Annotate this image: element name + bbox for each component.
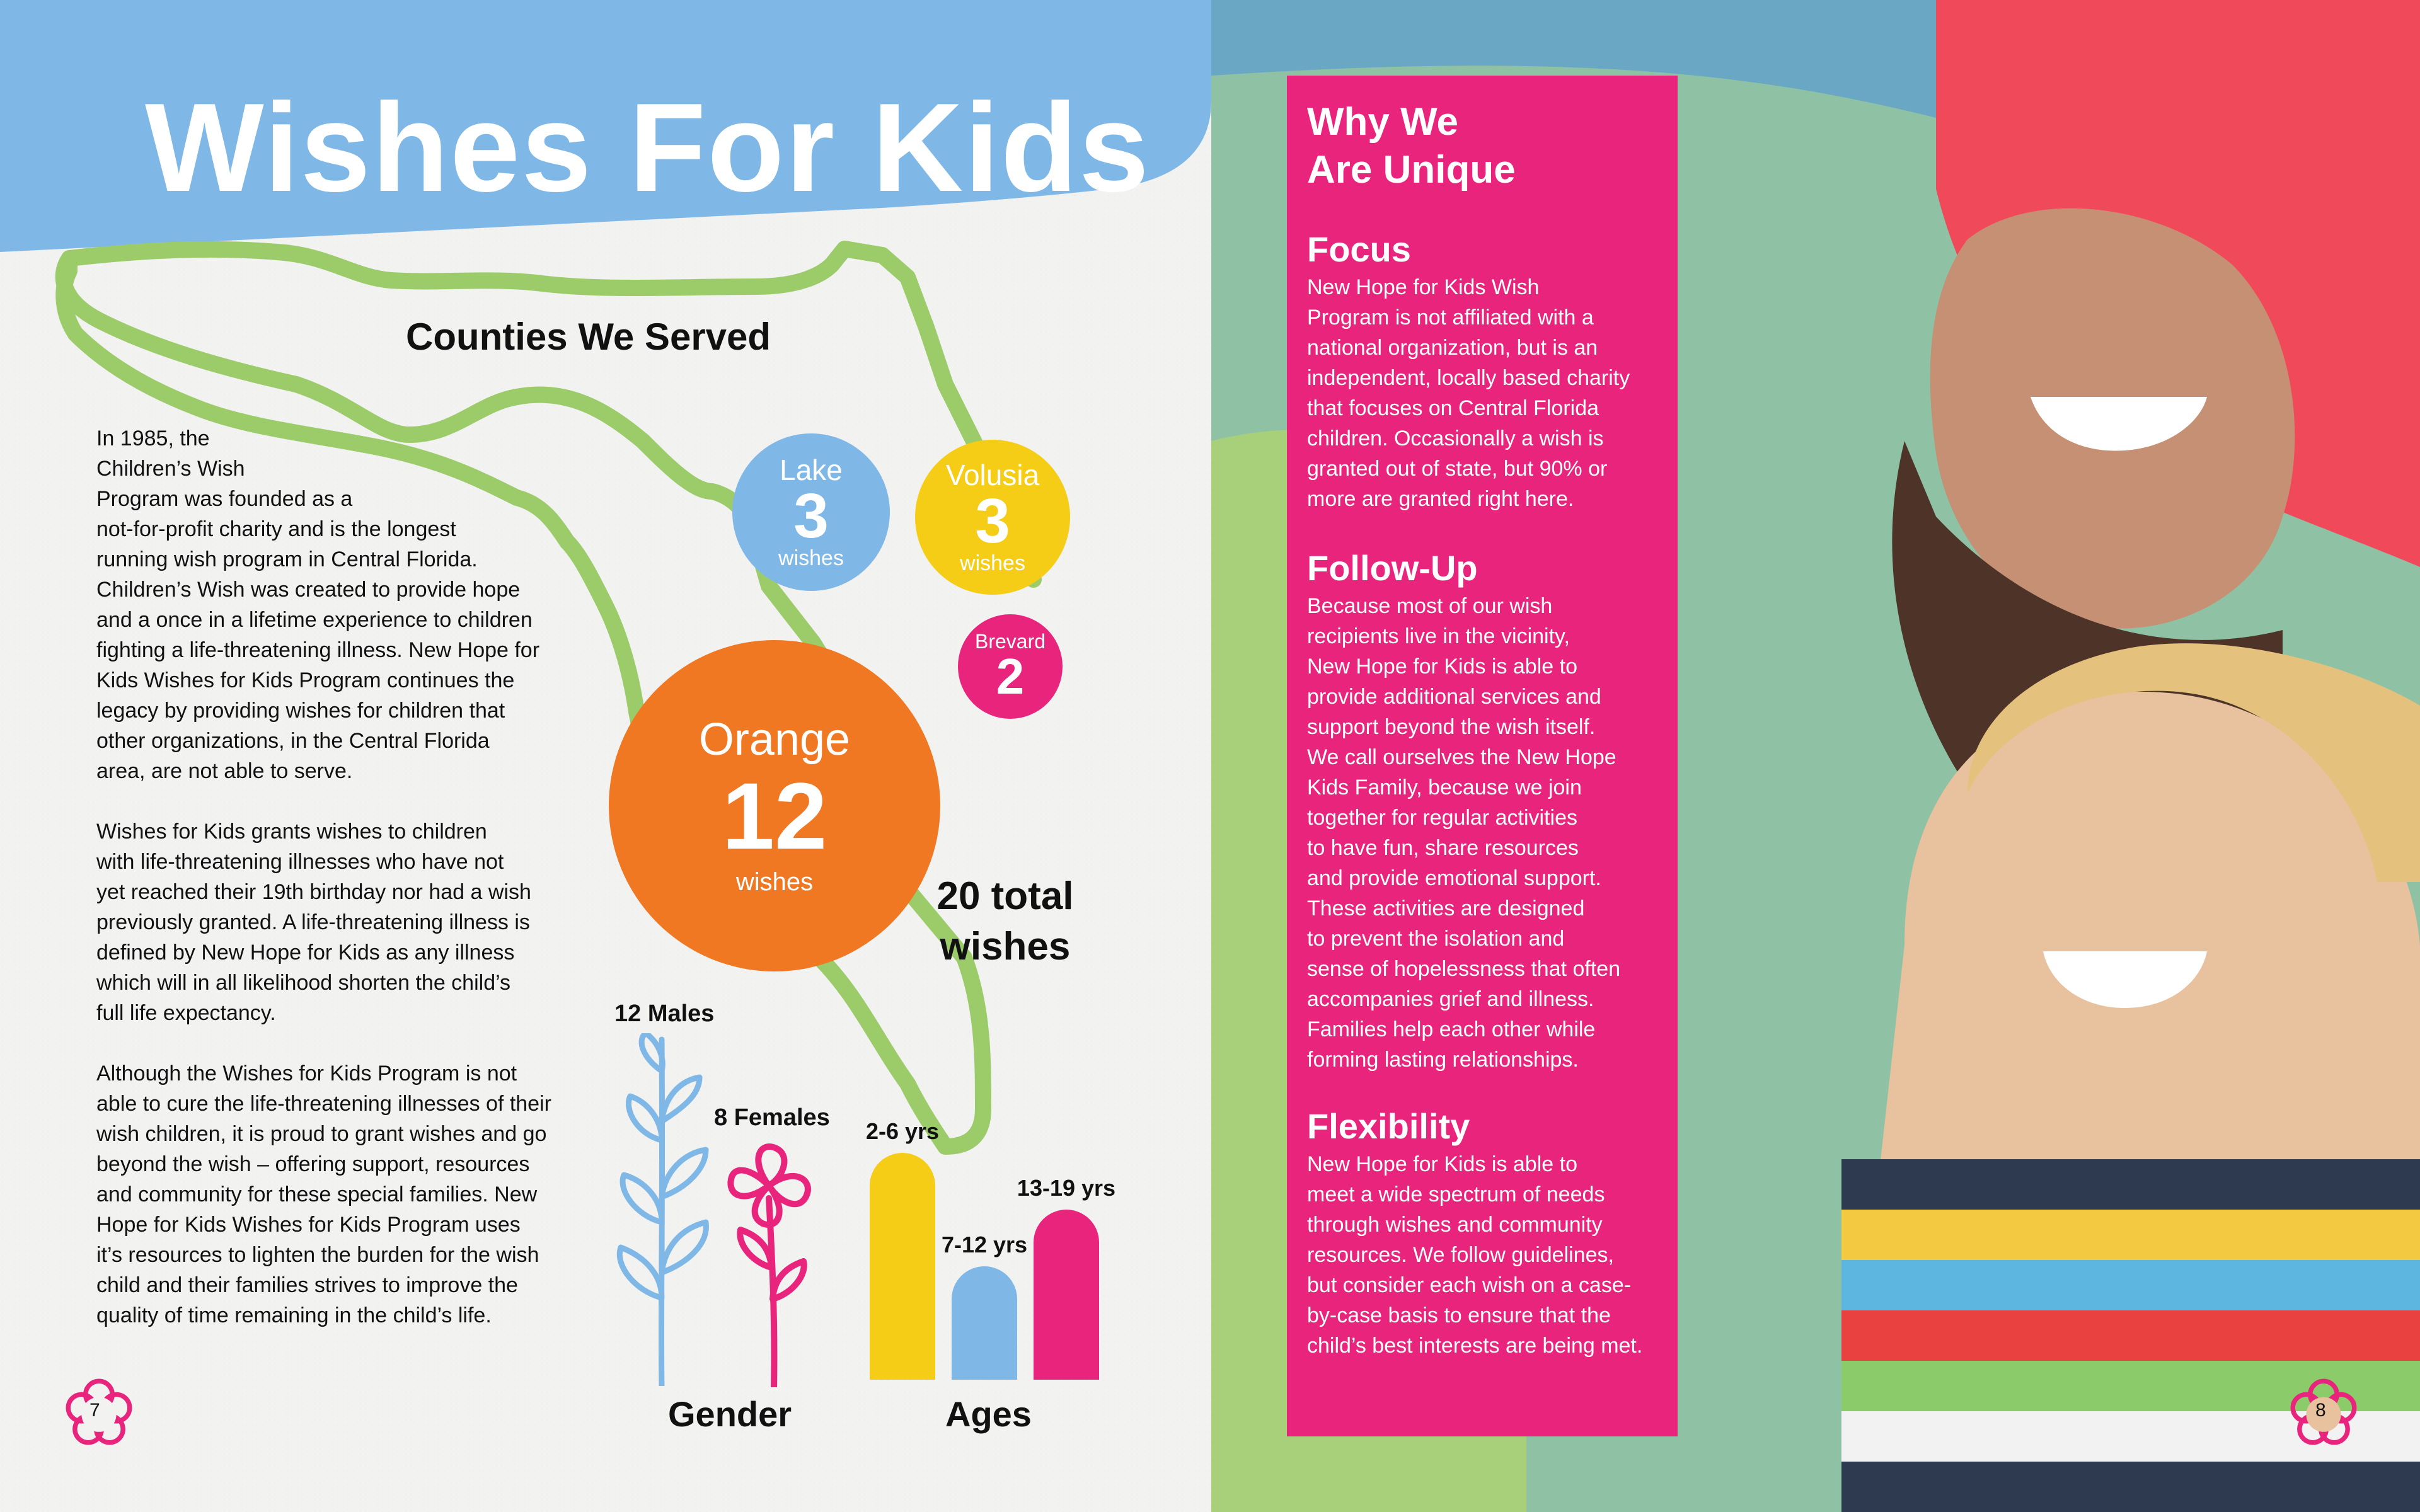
age-bar-label: 13-19 yrs: [1017, 1175, 1116, 1201]
flexibility-heading: Flexibility: [1307, 1106, 1470, 1146]
follow-up-text: Because most of our wish recipients live in the vicinity, New Hope for Kids is able to provide additional services and support beyond the wish itself. We call ourselves the New Hope Kids Family, because we join together for regular activities to have fun, share resources and provide emotional support. These activities are designed to prevent the isolation and sense of hopelessness that often accompanies grief and illness. Families help each other while forming lasting relationships.: [1307, 594, 1621, 1072]
county-brevard-circle: Brevard 2: [958, 614, 1063, 719]
county-volusia-circle: Volusia 3 wishes: [915, 440, 1070, 595]
mission-paragraph: Although the Wishes for Kids Program is not able to cure the life-threatening illnesses of their wish children, it is proud to grant wishes and go beyond the wish – offering support, resources and community for these special families. New Hope for Kids Wishes for Kids Program uses it’s resources to lighten the burden for the wish child and their families strives to improve the quality of time remaining in the child’s life.: [96, 1062, 551, 1327]
county-orange-circle: Orange 12 wishes: [609, 640, 940, 971]
female-flower-icon: [725, 1142, 813, 1387]
eligibility-paragraph: Wishes for Kids grants wishes to children with life-threatening illnesses who have not yet reached their 19th birthday nor had a wish previously granted. A life-threatening illness is defined by New Hope for Kids as any illness which will in all likelihood shorten the child’s full life expectancy.: [96, 820, 531, 1025]
map-title: Counties We Served: [406, 316, 771, 358]
why-unique-heading: Why We Are Unique: [1307, 100, 1516, 192]
age-bar-2-6-yrs: [870, 1153, 935, 1380]
age-bar-13-19-yrs: [1034, 1210, 1099, 1380]
flexibility-text: New Hope for Kids is able to meet a wide spectrum of needs through wishes and community resources. We follow guidelines, but consider each wish on a case- by-case basis to ensure that the child’s best interests are being met.: [1307, 1152, 1643, 1358]
males-label: 12 Males: [614, 1000, 715, 1027]
intro-paragraph: In 1985, the Children’s Wish Program was founded as a not-for-profit charity and is the longest running wish program in Central Florida. Children’s Wish was created to provide hope and a once in a lifetime experience to children fighting a life-threatening illness. New Hope for Kids Wishes for Kids Program continues the legacy by providing wishes for children that other organizations, in the Central Florida area, are not able to serve.: [96, 427, 540, 783]
females-label: 8 Females: [714, 1104, 830, 1131]
gender-label: Gender: [668, 1394, 792, 1434]
county-lake-circle: Lake 3 wishes: [732, 433, 890, 591]
male-leaf-icon: [611, 1033, 712, 1386]
focus-text: New Hope for Kids Wish Program is not affiliated with a national organization, but is an independent, locally based charity that focuses on Central Florida children. Occasionally a wish is granted out of state, but 90% or more are granted right here.: [1307, 275, 1630, 511]
focus-heading: Focus: [1307, 229, 1411, 269]
page-number-right: 8: [2315, 1400, 2326, 1421]
ages-bar-chart: [844, 1090, 1122, 1386]
ages-label: Ages: [945, 1394, 1032, 1434]
age-bar-label: 2-6 yrs: [865, 1118, 940, 1144]
page-number-left: 7: [89, 1400, 100, 1421]
why-unique-panel: [1287, 76, 1678, 1436]
right-page: [1211, 0, 2420, 1512]
age-bar-label: 7-12 yrs: [941, 1232, 1028, 1257]
total-wishes: 20 total wishes: [936, 874, 1074, 968]
age-bar-7-12-yrs: [952, 1266, 1017, 1380]
follow-up-heading: Follow-Up: [1307, 548, 1478, 588]
page-title: Wishes For Kids: [145, 77, 1151, 218]
